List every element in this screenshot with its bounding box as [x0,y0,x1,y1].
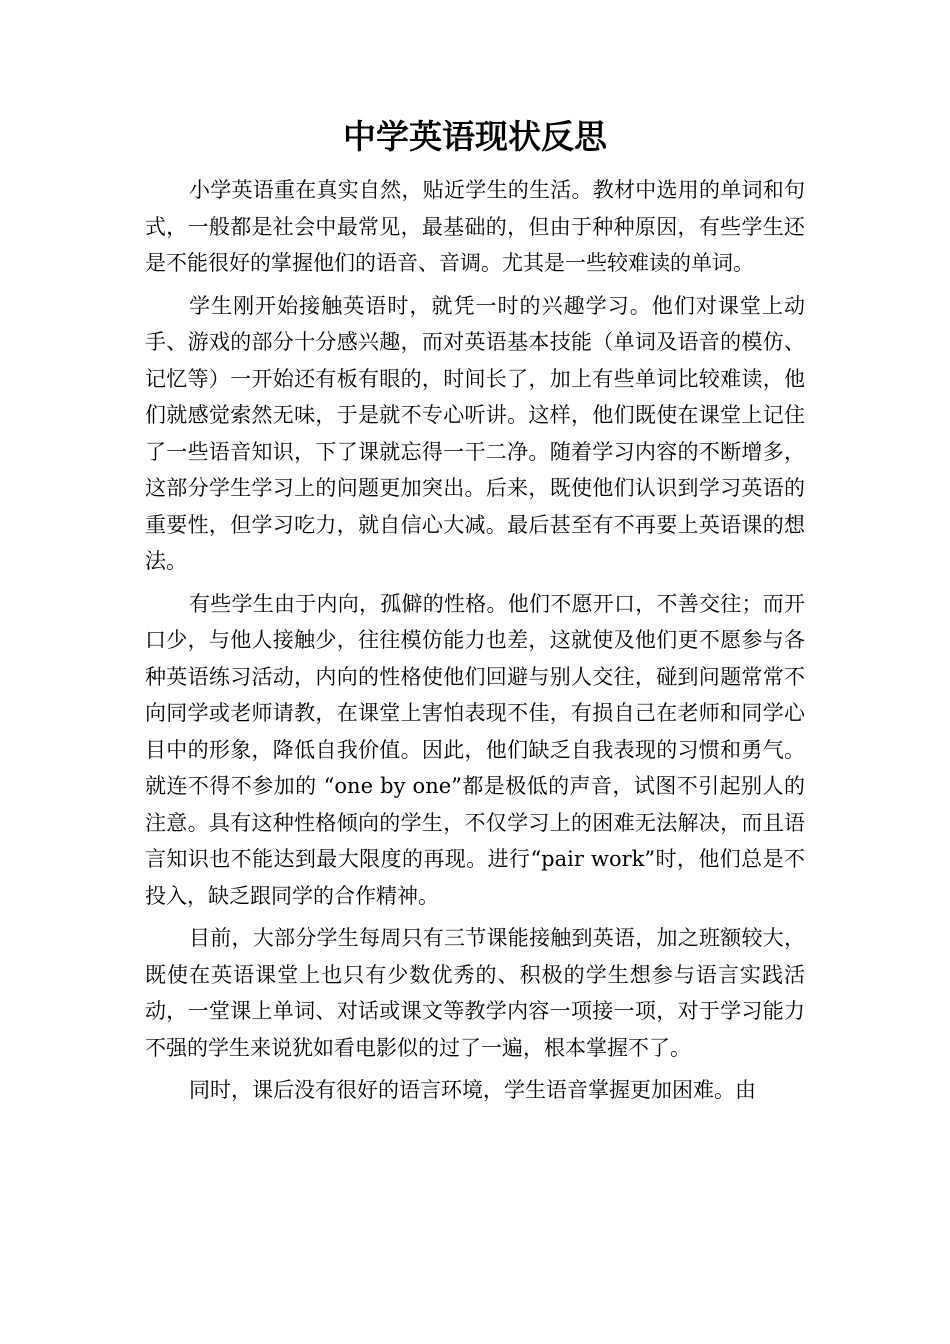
paragraph: 同时，课后没有很好的语言环境，学生语音掌握更加困难。由 [189,1078,756,1102]
document-title: 中学英语现状反思 [343,117,607,156]
paragraph: 小学英语重在真实自然，贴近学生的生活。教材中选用的单词和句式，一般都是社会中最常见，最基础的，但由于种种原因，有些学生还是不能很好的掌握他们的语音、音调。尤其是一些较难读的单词。 [145,178,805,275]
paragraph: 目前，大部分学生每周只有三节课能接触到英语，加之班额较大，既使在英语课堂上也只有少数优秀的、积极的学生想参与语言实践活动，一堂课上单词、对话或课文等教学内容一项接一项，对于学习能力不强的学生来说犹如看电影似的过了一遍，根本掌握不了。 [145,926,805,1060]
document-body [145,172,805,1109]
paragraph: 学生刚开始接触英语时，就凭一时的兴趣学习。他们对课堂上动手、游戏的部分十分感兴趣，而对英语基本技能（单词及语音的模仿、记忆等）一开始还有板有眼的，时间长了，加上有些单词比较难读，他们就感觉索然无味，于是就不专心听讲。这样，他们既使在课堂上记住了一些语音知识，下了课就忘得一干二净。随着学习内容的不断增多，这部分学生学习上的问题更加突出。后来，既使他们认识到学习英语的重要性，但学习吃力，就自信心大减。最后甚至有不再要上英语课的想法。 [145,293,805,573]
paragraph: 有些学生由于内向，孤僻的性格。他们不愿开口，不善交往；而开口少，与他人接触少，往往模仿能力也差，这就使及他们更不愿参与各种英语练习活动，内向的性格使他们回避与别人交往，碰到问题常常不向同学或老师请教，在课堂上害怕表现不佳，有损自己在老师和同学心目中的形象，降低自我价值。因此，他们缺乏自我表现的习惯和勇气。就连不得不参加的 “one by one”都是极低的声音，试图不引起别人的注意。具有这种性格倾向的学生，不仅学习上的困难无法解决，而且语言知识也不能达到最大限度的再现。进行“pair work”时，他们总是不投入，缺乏跟同学的合作精神。 [145,591,805,908]
